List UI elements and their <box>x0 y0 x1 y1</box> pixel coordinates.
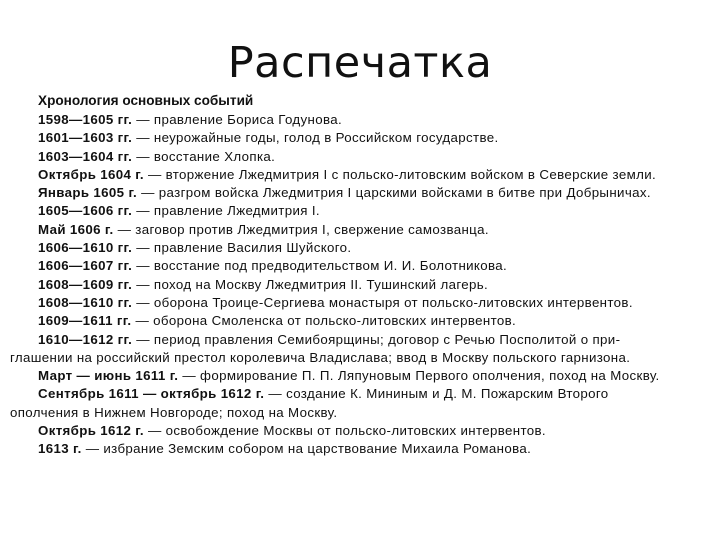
chronology-entry <box>10 312 690 330</box>
chronology-entry <box>10 385 690 422</box>
scanned-chronology <box>10 91 690 459</box>
chronology-entry <box>10 294 690 312</box>
entry-line <box>10 440 690 458</box>
entry-text: — вторжение Лжедмитрия I с польско-литовским войском в Северские земли. <box>147 166 657 182</box>
entry-line <box>10 422 690 440</box>
entry-text: ополчения в Нижнем Новгороде; поход на Москву. <box>10 404 338 420</box>
chronology-entry <box>10 111 690 129</box>
entry-line <box>10 129 690 147</box>
entry-line <box>10 331 690 349</box>
entry-text: — правление Василия Шуйского. <box>136 240 352 256</box>
chronology-entry <box>10 184 690 202</box>
entry-continuation-line <box>10 404 690 422</box>
entry-date: Март — июнь 1611 г. <box>38 368 179 384</box>
entry-line <box>10 148 690 166</box>
entry-line <box>10 276 690 294</box>
chronology-entry <box>10 257 690 275</box>
entry-line <box>10 257 690 275</box>
chronology-entry <box>10 331 690 368</box>
entry-date: Октябрь 1604 г. <box>38 166 144 182</box>
entry-line <box>10 367 690 385</box>
entry-text: — неурожайные годы, голод в Российском государстве. <box>136 130 499 146</box>
chronology-entry <box>10 148 690 166</box>
chronology-entry <box>10 440 690 458</box>
slide-title: Распечатка <box>227 38 493 88</box>
entry-line <box>10 166 690 184</box>
chronology-list <box>10 111 690 459</box>
entry-text: — заговор против Лжедмитрия I, свержение самозванца. <box>117 221 489 237</box>
entry-date: 1606—1607 гг. <box>38 258 133 274</box>
entry-line <box>10 111 690 129</box>
entry-text: — оборона Троице-Сергиева монастыря от польско-литовских интервентов. <box>136 294 633 310</box>
chronology-entry <box>10 129 690 147</box>
entry-text: — период правления Семибоярщины; договор с Речью Посполитой о при- <box>136 331 621 347</box>
entry-date: 1613 г. <box>38 441 82 457</box>
entry-date: 1608—1610 гг. <box>38 294 133 310</box>
entry-text: глашении на российский престол королевича Владислава; ввод в Москву польского гарнизона. <box>10 349 631 365</box>
entry-date: 1608—1609 гг. <box>38 276 133 292</box>
chronology-entry <box>10 276 690 294</box>
entry-line <box>10 385 690 403</box>
entry-text: — восстание под предводительством И. И. Болотникова. <box>136 258 508 274</box>
entry-text: — формирование П. П. Ляпуновым Первого ополчения, поход на Москву. <box>182 368 660 384</box>
chronology-entry <box>10 422 690 440</box>
entry-date: Май 1606 г. <box>38 221 114 237</box>
chronology-heading: Хронология основных событий <box>38 93 254 108</box>
entry-date: 1598—1605 гг. <box>38 112 133 127</box>
entry-date: 1601—1603 гг. <box>38 130 133 146</box>
entry-text: — правление Бориса Годунова. <box>136 112 343 127</box>
entry-line <box>10 312 690 330</box>
chronology-entry <box>10 202 690 220</box>
entry-text: — разгром войска Лжедмитрия I царскими войсками в битве при Добрыничах. <box>141 185 651 201</box>
entry-text: — освобождение Москвы от польско-литовских интервентов. <box>147 423 546 439</box>
entry-text: — правление Лжедмитрия I. <box>136 203 320 219</box>
entry-date: 1610—1612 гг. <box>38 331 133 347</box>
entry-line <box>10 221 690 239</box>
entry-line <box>10 294 690 312</box>
entry-text: — избрание Земским собором на царствование Михаила Романова. <box>85 441 532 457</box>
entry-date: 1609—1611 гг. <box>38 313 132 329</box>
entry-continuation-line <box>10 349 690 367</box>
entry-date: Октябрь 1612 г. <box>38 423 144 439</box>
entry-line <box>10 184 690 202</box>
entry-text: — оборона Смоленска от польско-литовских интервентов. <box>135 313 517 329</box>
chronology-entry <box>10 221 690 239</box>
chronology-entry <box>10 367 690 385</box>
entry-date: 1603—1604 гг. <box>38 148 133 164</box>
entry-date: 1605—1606 гг. <box>38 203 133 219</box>
entry-text: — восстание Хлопка. <box>136 148 276 164</box>
entry-line <box>10 202 690 220</box>
entry-date: Сентябрь 1611 — октябрь 1612 г. <box>38 386 265 402</box>
entry-date: Январь 1605 г. <box>38 185 138 201</box>
chronology-entry <box>10 239 690 257</box>
entry-line <box>10 239 690 257</box>
entry-text: — поход на Москву Лжедмитрия II. Тушинский лагерь. <box>136 276 489 292</box>
entry-text: — создание К. Мининым и Д. М. Пожарским Второго <box>268 386 609 402</box>
chronology-entry <box>10 166 690 184</box>
entry-date: 1606—1610 гг. <box>38 240 133 256</box>
